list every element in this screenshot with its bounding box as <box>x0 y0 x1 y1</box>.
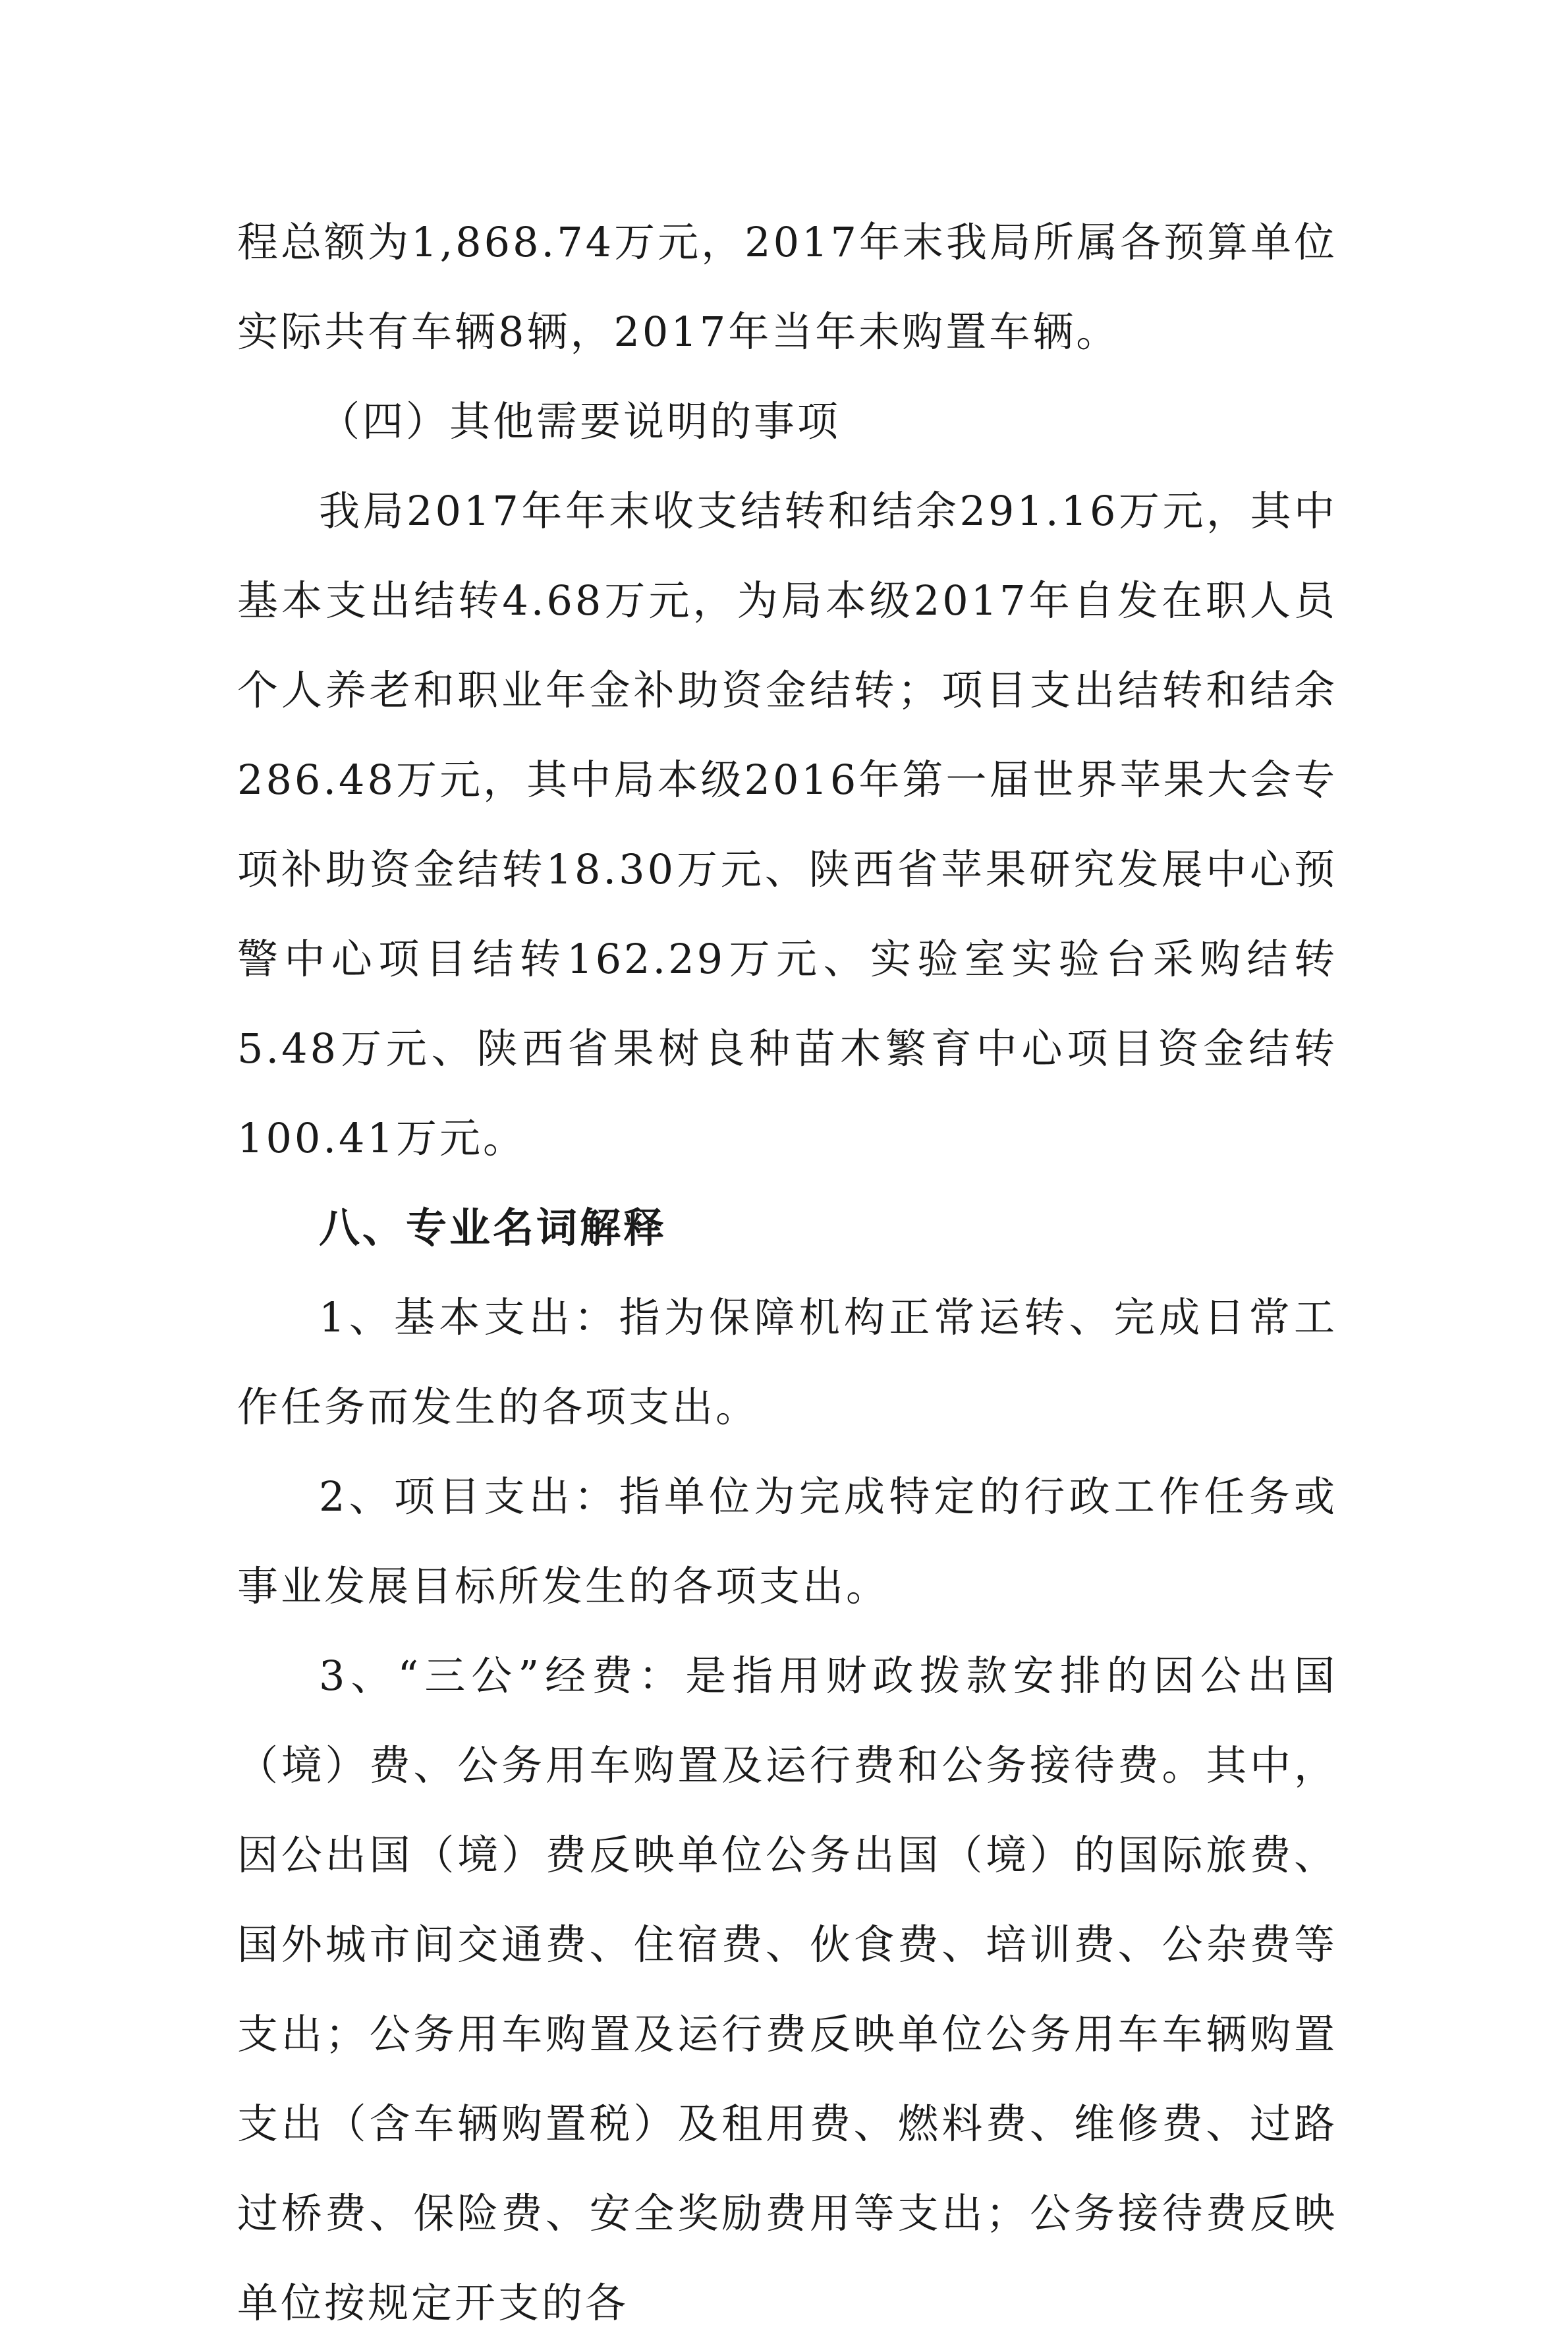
definition-basic-expenditure: 1、基本支出：指为保障机构正常运转、完成日常工作任务而发生的各项支出。 <box>237 1293 1337 1431</box>
intro-paragraph: 程总额为1,868.74万元，2017年末我局所属各预算单位实际共有车辆8辆，2017年当年未购置车辆。 <box>237 218 1337 356</box>
definition-project-expenditure: 2、项目支出：指单位为完成特定的行政工作任务或事业发展目标所发生的各项支出。 <box>237 1472 1337 1610</box>
definition-three-public-expenses: 3、“三公”经费：是指用财政拨款安排的因公出国（境）费、公务用车购置及运行费和公务接待费。其中，因公出国（境）费反映单位公务出国（境）的国际旅费、国外城市间交通费、住宿费、伙食费、培训费、公杂费等支出；公务用车购置及运行费反映单位公务用车车辆购置支出（含车辆购置税）及租用费、燃料费、维修费、过路过桥费、保险费、安全奖励费用等支出；公务接待费反映单位按规定开支的各 <box>237 1652 1337 2327</box>
carryover-paragraph: 我局2017年年末收支结转和结余291.16万元，其中基本支出结转4.68万元，为局本级2017年自发在职人员个人养老和职业年金补助资金结转；项目支出结转和结余286.48万元，其中局本级2016年第一届世界苹果大会专项补助资金结转18.30万元、陕西省苹果研究发展中心预警中心项目结转162.29万元、实验室实验台采购结转5.48万元、陕西省果树良种苗木繁育中心项目资金结转100.41万元。 <box>237 487 1337 1162</box>
subsection-heading: （四）其他需要说明的事项 <box>319 397 841 445</box>
section-heading: 八、专业名词解释 <box>319 1204 667 1252</box>
document-page <box>237 198 1337 2348</box>
